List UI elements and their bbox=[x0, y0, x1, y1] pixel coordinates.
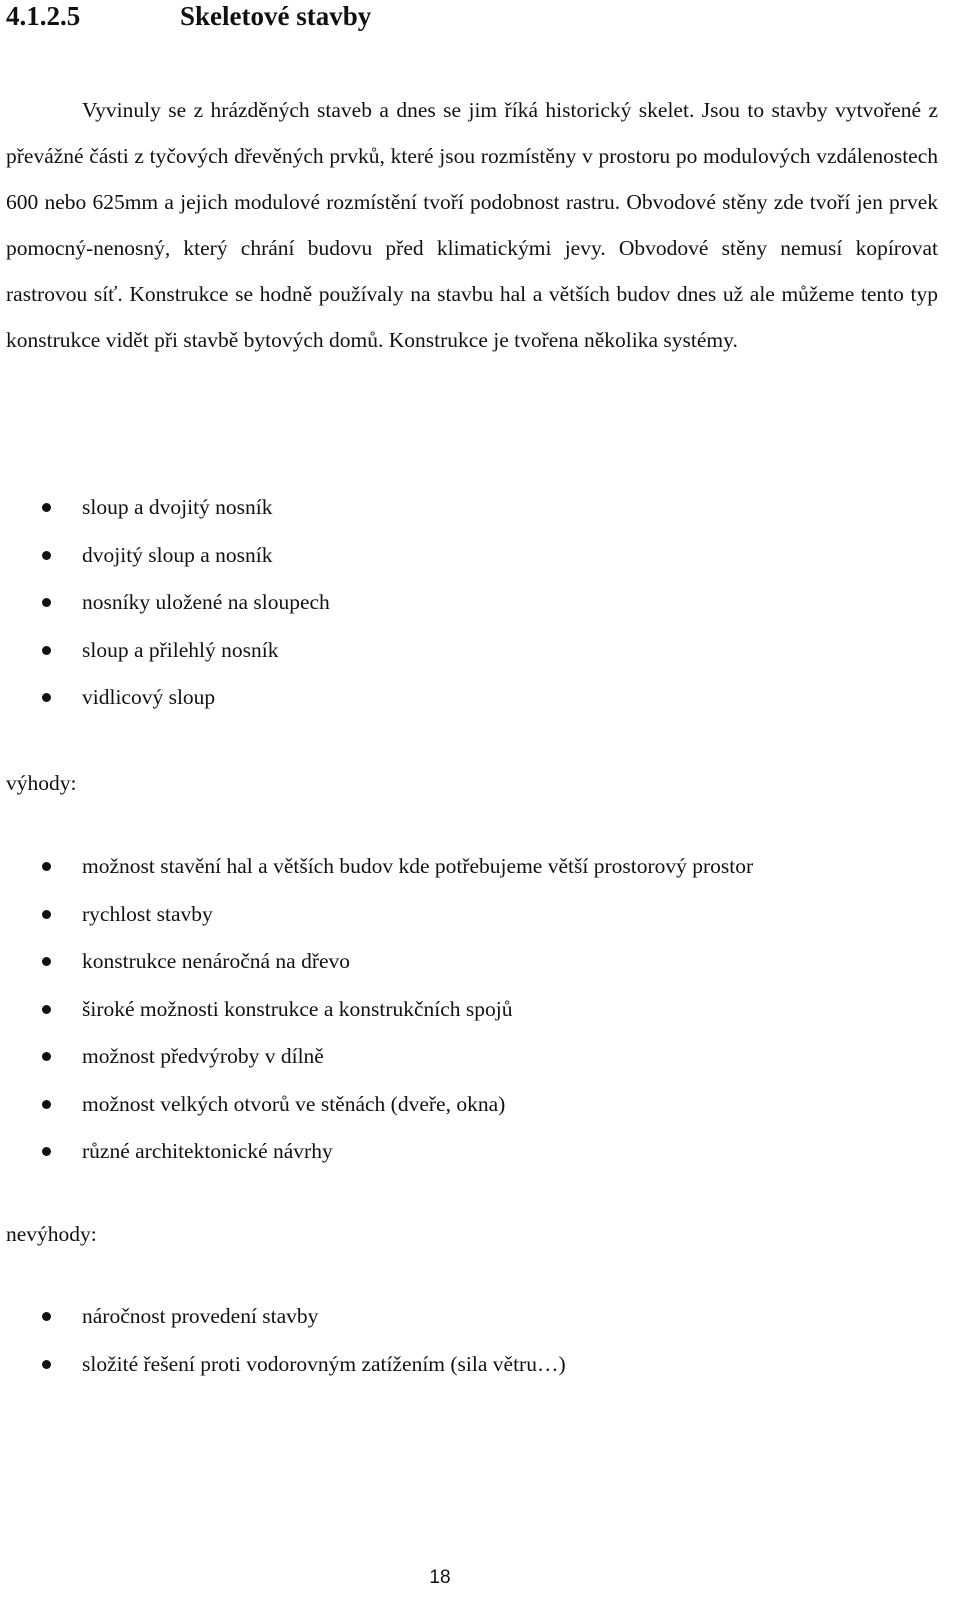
list-item-text: sloup a dvojitý nosník bbox=[82, 495, 273, 519]
bullet-icon bbox=[42, 1005, 51, 1014]
paragraph-text: Vyvinuly se z hrázděných staveb a dnes se jim říká historický skelet. Jsou to stavby vytvořené z převážné části z tyčových dřevěných prvků, které jsou rozmístěny v prostoru po modulových vzdálenostech 600 nebo 625mm a jejich modulové rozmístění tvoří podobnost rastru. Obvodové stěny zde tvoří jen prvek pomocný-nenosný, který chrání budovu před klimatickými jevy. Obvodové stěny nemusí kopírovat rastrovou síť. Konstrukce se hodně používaly na stavbu hal a větších budov dnes už ale můžeme tento typ konstrukce vidět při stavbě bytových domů. Konstrukce je tvořena několika systémy. bbox=[6, 98, 938, 352]
list-item bbox=[0, 674, 330, 722]
bullet-icon bbox=[42, 1147, 51, 1156]
list-item-text: možnost velkých otvorů ve stěnách (dveře, okna) bbox=[82, 1091, 506, 1116]
section-heading bbox=[6, 0, 371, 32]
list-item-text: složité řešení proti vodorovným zatížením (sila větru…) bbox=[82, 1351, 566, 1376]
bullet-icon bbox=[42, 1100, 51, 1109]
disadvantages-list bbox=[0, 1293, 566, 1388]
bullet-icon bbox=[42, 1052, 51, 1061]
list-item-text: různé architektonické návrhy bbox=[82, 1139, 333, 1163]
list-item bbox=[0, 627, 330, 675]
list-item bbox=[0, 1033, 753, 1081]
section-number: 4.1.2.5 bbox=[6, 1, 81, 31]
list-item bbox=[0, 1081, 753, 1129]
list-item bbox=[0, 938, 753, 986]
list-item-text: možnost stavění hal a větších budov kde potřebujeme větší prostorový prostor bbox=[82, 854, 754, 878]
list-item-text: široké možnosti konstrukce a konstrukčních spojů bbox=[82, 996, 513, 1021]
list-item bbox=[0, 986, 753, 1034]
list-item bbox=[0, 484, 330, 532]
bullet-icon bbox=[42, 646, 51, 655]
bullet-icon bbox=[42, 1312, 51, 1321]
list-item-text: náročnost provedení stavby bbox=[82, 1304, 319, 1328]
systems-list bbox=[0, 484, 330, 722]
bullet-icon bbox=[42, 693, 51, 702]
list-item bbox=[0, 1128, 753, 1176]
page-number: 18 bbox=[429, 1567, 451, 1588]
bullet-icon bbox=[42, 910, 51, 919]
list-item-text: konstrukce nenáročná na dřevo bbox=[82, 949, 351, 973]
list-item bbox=[0, 1293, 566, 1341]
list-item bbox=[0, 1341, 566, 1389]
list-item-text: rychlost stavby bbox=[82, 901, 213, 926]
bullet-icon bbox=[42, 1360, 51, 1369]
list-item-text: možnost předvýroby v dílně bbox=[82, 1044, 324, 1068]
advantages-label: výhody: bbox=[6, 771, 77, 795]
bullet-icon bbox=[42, 862, 51, 871]
list-item bbox=[0, 579, 330, 627]
list-item bbox=[0, 843, 753, 891]
body-paragraph bbox=[6, 87, 938, 363]
bullet-icon bbox=[42, 503, 51, 512]
list-item-text: dvojitý sloup a nosník bbox=[82, 542, 273, 567]
bullet-icon bbox=[42, 598, 51, 607]
section-title: Skeletové stavby bbox=[180, 1, 372, 31]
bullet-icon bbox=[42, 551, 51, 560]
bullet-icon bbox=[42, 957, 51, 966]
list-item-text: nosníky uložené na sloupech bbox=[82, 590, 330, 614]
list-item-text: sloup a přilehlý nosník bbox=[82, 637, 279, 662]
advantages-list bbox=[0, 843, 753, 1176]
list-item bbox=[0, 532, 330, 580]
list-item bbox=[0, 891, 753, 939]
disadvantages-label: nevýhody: bbox=[6, 1222, 97, 1246]
list-item-text: vidlicový sloup bbox=[82, 685, 216, 709]
